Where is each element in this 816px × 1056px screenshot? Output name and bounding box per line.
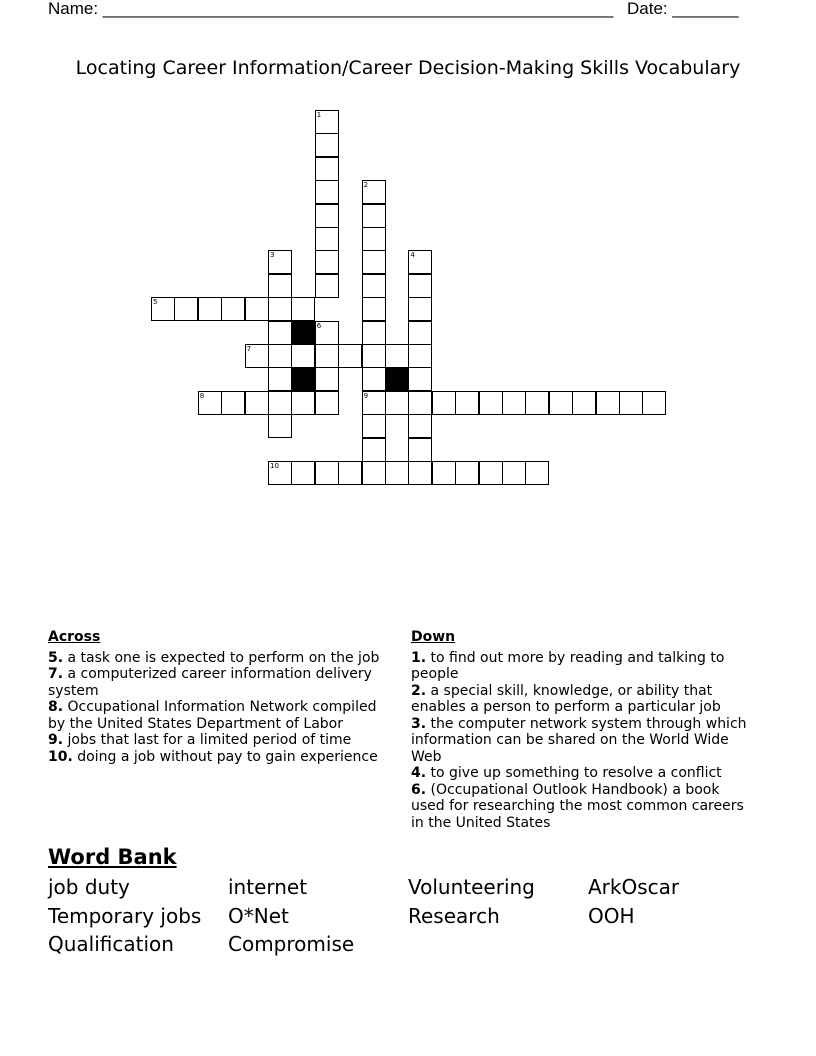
crossword-cell[interactable] [525, 391, 549, 415]
crossword-cell[interactable] [362, 204, 386, 228]
clue-text: a computerized career information delivery system [48, 666, 372, 699]
crossword-cell[interactable] [385, 461, 409, 485]
crossword-cell[interactable] [362, 391, 386, 415]
crossword-cell[interactable] [315, 250, 339, 274]
crossword-cell[interactable] [315, 344, 339, 368]
word-bank-item: Research [408, 904, 500, 928]
crossword-cell[interactable] [315, 274, 339, 298]
clue-text: to find out more by reading and talking to people [411, 649, 725, 682]
crossword-cell[interactable] [596, 391, 620, 415]
crossword-cell[interactable] [315, 227, 339, 251]
clue-number: 3. [411, 715, 427, 732]
crossword-cell[interactable] [362, 297, 386, 321]
crossword-cell[interactable] [268, 414, 292, 438]
crossword-cell[interactable] [245, 391, 269, 415]
crossword-cell[interactable] [362, 274, 386, 298]
crossword-cell[interactable] [268, 367, 292, 391]
crossword-cell[interactable] [338, 344, 362, 368]
clue-text: doing a job without pay to gain experience [77, 748, 378, 765]
blocked-cell [291, 321, 315, 345]
crossword-cell[interactable] [408, 297, 432, 321]
crossword-cell[interactable] [315, 180, 339, 204]
clue-number-label: 4 [410, 251, 415, 260]
clue-down-6 [411, 782, 756, 832]
crossword-cell[interactable] [268, 344, 292, 368]
clue-number: 2. [411, 682, 427, 699]
clue-number-label: 10 [270, 462, 279, 470]
crossword-cell[interactable] [338, 461, 362, 485]
crossword-cell[interactable] [221, 391, 245, 415]
word-bank-item: Qualification [48, 932, 174, 956]
crossword-cell[interactable] [268, 391, 292, 415]
clue-number-label: 8 [199, 391, 205, 400]
clue-number-label: 3 [270, 251, 275, 260]
clue-number: 6. [411, 781, 427, 798]
word-bank-item: ArkOscar [588, 875, 680, 899]
clue-text: jobs that last for a limited period of time [67, 732, 352, 748]
clue-number: 10. [48, 748, 73, 765]
crossword-cell[interactable] [315, 321, 339, 345]
crossword-cell[interactable] [315, 133, 339, 157]
across-heading: Across [48, 629, 101, 645]
crossword-cell[interactable] [362, 227, 386, 251]
crossword-cell[interactable] [291, 461, 315, 485]
crossword-cell[interactable] [385, 391, 409, 415]
crossword-cell[interactable] [362, 461, 386, 485]
clue-number: 5. [48, 649, 64, 666]
clue-text: a task one is expected to perform on the job [67, 649, 380, 666]
crossword-cell[interactable] [432, 391, 456, 415]
across-clues [48, 629, 393, 765]
clue-down-2 [411, 683, 756, 716]
clue-number: 9. [48, 732, 64, 748]
clue-down-3 [411, 716, 756, 766]
crossword-cell[interactable] [408, 274, 432, 298]
crossword-cell[interactable] [291, 297, 315, 321]
crossword-cell[interactable] [408, 344, 432, 368]
crossword-cell[interactable] [362, 321, 386, 345]
crossword-cell[interactable] [315, 110, 339, 134]
clue-down-4 [411, 765, 756, 782]
word-bank-item: internet [228, 875, 308, 899]
crossword-cell[interactable] [268, 250, 292, 274]
clue-number-label: 2 [363, 181, 369, 190]
clue-number: 7. [48, 666, 64, 682]
crossword-cell[interactable] [198, 297, 222, 321]
word-bank-item: Volunteering [408, 875, 535, 899]
crossword-cell[interactable] [642, 391, 666, 415]
crossword-cell[interactable] [362, 438, 386, 462]
crossword-cell[interactable] [221, 297, 245, 321]
clue-number-label: 6 [316, 321, 322, 330]
blocked-cell [291, 367, 315, 391]
crossword-grid [0, 0, 816, 520]
clue-number: 8. [48, 699, 64, 715]
crossword-cell[interactable] [315, 204, 339, 228]
page-title: Locating Career Information/Career Decision-Making Skills Vocabulary [75, 57, 741, 79]
crossword-cell[interactable] [408, 461, 432, 485]
crossword-cell[interactable] [408, 321, 432, 345]
clue-number-label: 5 [153, 298, 158, 307]
crossword-cell[interactable] [619, 391, 643, 415]
crossword-cell[interactable] [408, 414, 432, 438]
date-field[interactable]: Date: _______ [627, 0, 739, 18]
crossword-cell[interactable] [455, 461, 479, 485]
clue-across-5 [48, 650, 393, 667]
crossword-cell[interactable] [315, 157, 339, 181]
crossword-cell[interactable] [291, 344, 315, 368]
clue-down-1 [411, 650, 756, 683]
crossword-cell[interactable] [432, 461, 456, 485]
clue-number: 1. [411, 649, 427, 666]
clue-number-label: 7 [246, 345, 252, 353]
crossword-cell[interactable] [198, 391, 222, 415]
crossword-cell[interactable] [174, 297, 198, 321]
clue-number: 4. [411, 765, 427, 781]
word-bank-item: Temporary jobs [48, 904, 202, 928]
crossword-cell[interactable] [572, 391, 596, 415]
word-bank-title: Word Bank [48, 845, 177, 869]
clue-across-9 [48, 732, 393, 749]
crossword-cell[interactable] [151, 297, 175, 321]
crossword-cell[interactable] [525, 461, 549, 485]
clue-text: the computer network system through which information can be shared on the World Wide Web [411, 715, 747, 765]
clue-across-10 [48, 749, 393, 766]
word-bank-item: O*Net [228, 904, 289, 928]
down-clues [411, 629, 756, 831]
crossword-cell[interactable] [268, 297, 292, 321]
name-field[interactable]: Name: ______________________________________________________ [48, 0, 614, 18]
crossword-cell[interactable] [385, 344, 409, 368]
word-bank-item: OOH [588, 904, 635, 928]
clue-across-8 [48, 699, 393, 732]
crossword-cell[interactable] [455, 391, 479, 415]
word-bank-item: Compromise [228, 932, 355, 956]
clue-number-label: 1 [316, 111, 322, 119]
crossword-cell[interactable] [245, 297, 269, 321]
crossword-cell[interactable] [502, 461, 526, 485]
crossword-cell[interactable] [408, 250, 432, 274]
crossword-cell[interactable] [362, 344, 386, 368]
crossword-cell[interactable] [315, 367, 339, 391]
word-bank-item: job duty [48, 875, 130, 899]
crossword-cell[interactable] [549, 391, 573, 415]
crossword-cell[interactable] [245, 344, 269, 368]
crossword-cell[interactable] [408, 367, 432, 391]
crossword-cell[interactable] [268, 461, 292, 485]
crossword-cell[interactable] [315, 461, 339, 485]
clue-text: Occupational Information Network compiled by the United States Department of Labor [48, 699, 377, 732]
blocked-cell [385, 367, 409, 391]
crossword-cell[interactable] [362, 414, 386, 438]
clue-text: (Occupational Outlook Handbook) a book used for researching the most common careers in the United States [411, 781, 744, 831]
clue-across-7 [48, 666, 393, 699]
crossword-cell[interactable] [268, 321, 292, 345]
crossword-cell[interactable] [362, 367, 386, 391]
crossword-cell[interactable] [479, 461, 503, 485]
down-heading: Down [411, 629, 456, 645]
crossword-cell[interactable] [315, 391, 339, 415]
crossword-cell[interactable] [408, 391, 432, 415]
crossword-cell[interactable] [408, 438, 432, 462]
clue-text: to give up something to resolve a conflict [430, 765, 722, 781]
clue-text: a special skill, knowledge, or ability that enables a person to perform a particular job [411, 682, 721, 715]
crossword-cell[interactable] [362, 180, 386, 204]
crossword-cell[interactable] [502, 391, 526, 415]
crossword-cell[interactable] [479, 391, 503, 415]
crossword-cell[interactable] [362, 250, 386, 274]
clue-number-label: 9 [363, 391, 369, 400]
crossword-cell[interactable] [268, 274, 292, 298]
crossword-cell[interactable] [291, 391, 315, 415]
